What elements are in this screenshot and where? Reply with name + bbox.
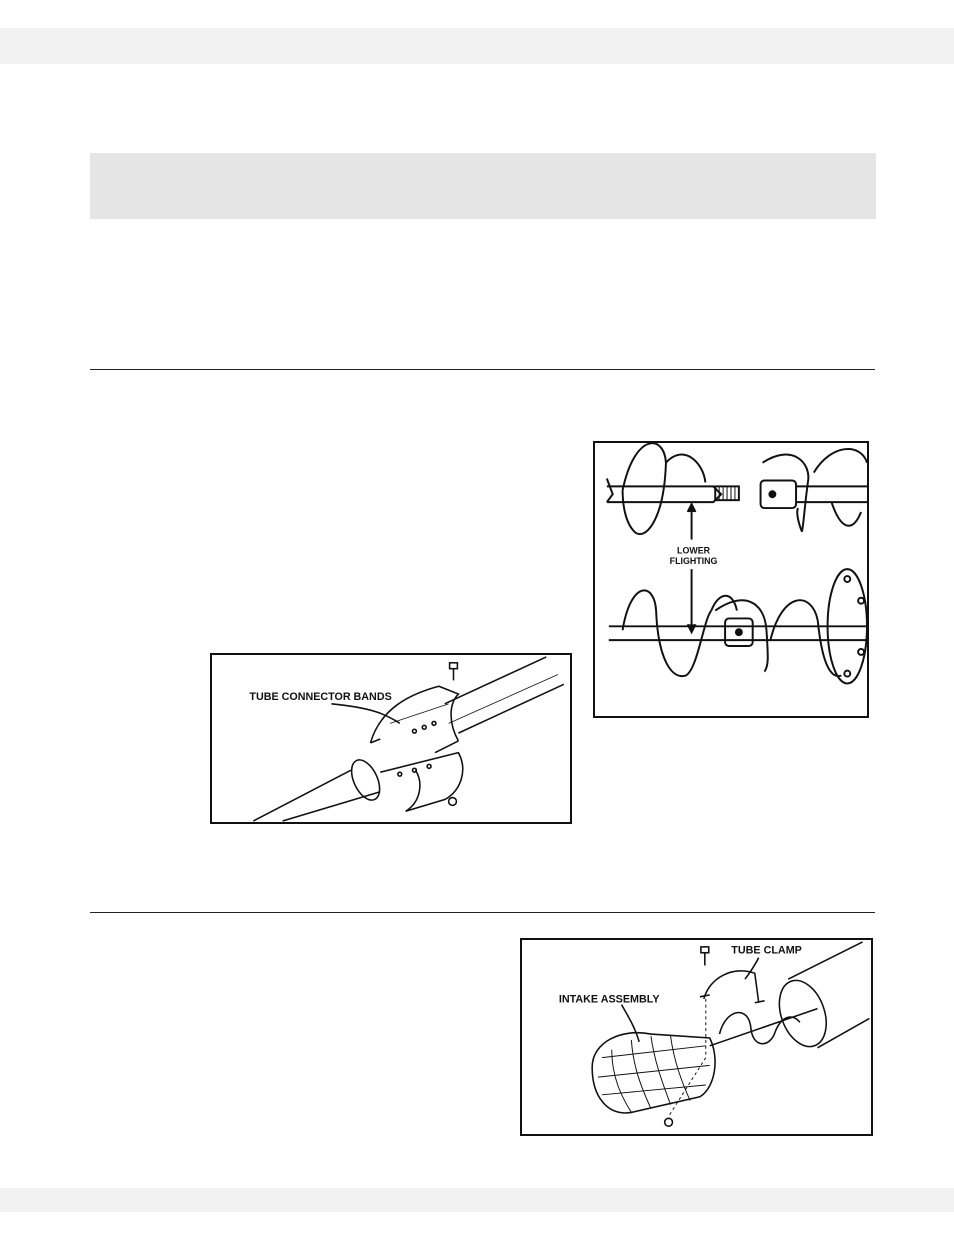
lower-band — [380, 753, 462, 812]
page-header-band — [0, 28, 954, 64]
upper-tube — [445, 657, 564, 733]
lower-tube — [253, 770, 380, 821]
band-leader — [331, 704, 399, 724]
lower-flighting-drawing — [595, 443, 867, 716]
bolt-head — [450, 663, 458, 669]
lower-flighting-figure — [593, 441, 869, 718]
nut — [449, 798, 457, 806]
intake-leader — [622, 1005, 640, 1042]
flighting-label-line2: FLIGHTING — [669, 556, 718, 567]
upper-flight-left — [623, 443, 666, 534]
tube-clamp-label: TUBE CLAMP — [731, 944, 802, 957]
section-divider-2 — [90, 912, 875, 913]
coupling-upper — [761, 480, 796, 508]
lower-flight-left — [623, 590, 712, 676]
flighting-label-line1: LOWER — [677, 545, 711, 556]
clamp-bolt-head — [701, 947, 709, 953]
page-footer-band — [0, 1188, 954, 1212]
tube-connector-bands-drawing — [212, 655, 570, 822]
tube-clamp — [704, 971, 759, 1003]
intake-assembly-drawing — [522, 940, 871, 1134]
section-divider-1 — [90, 369, 875, 370]
intake-assembly-figure — [520, 938, 873, 1136]
main-tube — [788, 942, 869, 1048]
intake-assembly-label: INTAKE ASSEMBLY — [558, 993, 660, 1006]
clamp-leader — [745, 958, 759, 980]
tube-bands-label: TUBE CONNECTOR BANDS — [249, 690, 392, 703]
tube-connector-bands-figure — [210, 653, 572, 824]
intake-nut — [665, 1118, 673, 1126]
section-title-bar — [90, 153, 876, 219]
